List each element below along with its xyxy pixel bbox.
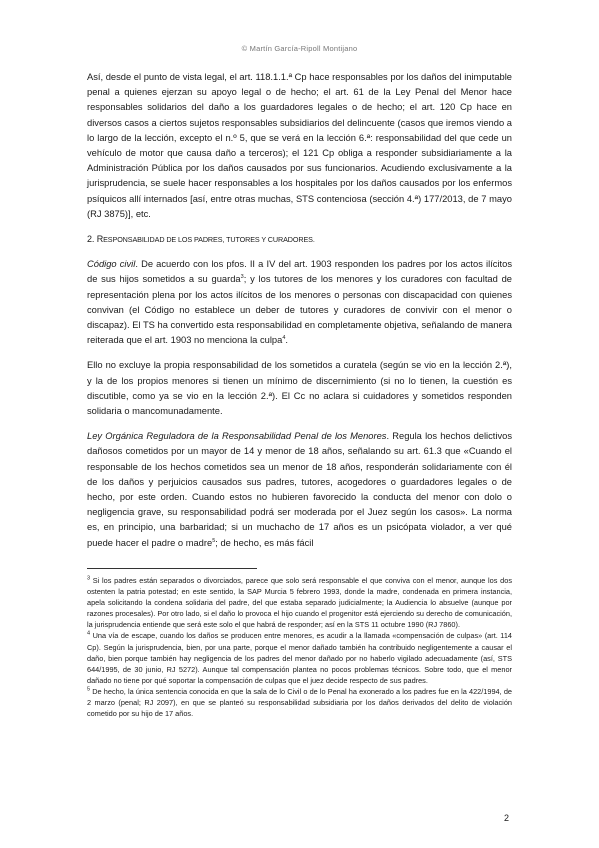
section-heading [87,232,512,247]
paragraph-2-text-c: . [285,335,288,346]
paragraph-3: Ello no excluye la propia responsabilidad de los sometidos a curatela (según se vio en la lección 2.ª), y la de los propios menores si tienen un mínimo de discernimiento (si no lo tienen, la cuestión es discutible, como ya se vio en la lección 2.ª). El Cc no aclara si cuidadores y sometidos responden solidaria o mancomunadamente. [87,360,512,417]
footnote-text: Si los padres están separados o divorciados, parece que solo será responsable el que conviva con el menor, aunque los dos ostenten la patria potestad; en este sentido, la SAP Murcia 5 febrero 1993, donde la madre, condenada en primera instancia, apela solicitando la condena solidaria del padre, del que estaba separado judicialmente; la Audiencia lo absuelve (aunque por razones procesales). Por otro lado, si el daño lo provoca el hijo cuando el progenitor está ejerciendo su derecho de comunicación, la jurisprudencia entiende que será este solo el que habrá de responder; así en la STS 11 octubre 1990 (RJ 7860). [87,576,512,630]
paragraph-2-lead: Código civil [87,259,136,270]
section-title: ESPONSABILIDAD DE LOS PADRES, TUTORES Y CURADORES. [103,235,315,245]
footnote-ref-5[interactable]: 5 [212,537,216,544]
main-text [87,70,512,561]
footnote-text: De hecho, la única sentencia conocida en que la sala de lo Civil o de lo Penal ha exonerado a los padres fue en la 422/1994, de 2 marzo (penal; RJ 2097), en que se planteó su responsabilidad subsidiaria por los daños derivados del delito de violación cometido por su hijo de 17 años. [87,686,512,719]
paragraph-4-text-a: . Regula los hechos delictivos dañosos cometidos por un mayor de 14 y menor de 18 años, señalando su art. 61.3 que «Cuando el responsable de los hechos cometidos sea un menor de 18 años, responderán solidariamente con él de los daños y perjuicios causados sus padres, tutores, acogedores o guardadores legales o de hecho, por este orden. Cuando estos no hubieren favorecido la conducta del menor con dolo o negligencia grave, su responsabilidad podrá ser moderada por el Juez según los casos». La norma es, en principio, una barbaridad; si un muchacho de 17 años es un psicópata violador, a ver qué puede hacer el padre o madre [87,431,512,548]
paragraph-1: Así, desde el punto de vista legal, el art. 118.1.1.ª Cp hace responsables por los daños del inimputable penal a quienes ejerzan su apoyo legal o de hecho; el art. 61 de la Ley Penal del Menor hace responsables solidarios del daño a los guardadores legales o de hecho; el art. 120 Cp hace en diversos casos a ciertos sujetos responsables subsidiarios del delincuente (casos que iremos viendo a lo largo de la lección, excepto el n.º 5, que se verá en la lección 6.ª: responsabilidad del que cede un vehículo de motor que causa daño a terceros); el 121 Cp obliga a responder subsidiariamente a la Administración Pública por los daños causados por sus funcionarios. Acudiendo exclusivamente a la jurisprudencia, se suele hacer responsables a los hospitales por los daños causados por los enfermos psíquicos allí internados [así, entre otras muchas, STS contenciosa (sección 4.ª) 177/2013, de 7 mayo (RJ 3875)], etc. [87,72,512,219]
footnote-ref-3[interactable]: 3 [240,274,244,281]
paragraph-2 [87,257,512,348]
footnotes [87,575,512,719]
footnote-3 [87,575,512,630]
footnote-text: Una vía de escape, cuando los daños se producen entre menores, es acudir a la llamada «compensación de culpas» (art. 114 Cp). Según la jurisprudencia, bien, por una parte, porque el menor dañado también ha contribuido negligentemente a causar el daño, bien porque también hay negligencia de los padres del menor dañado por no haberlo vigilado adecuadamente (así, STS 644/1995, de 30 junio, RJ 5272). Aunque tal compensación plantea no pocos problemas técnicos. Sobre todo, que el menor dañado no tiene por qué soportar la compensación de culpas que el juez decide respecto de sus padres. [87,631,512,685]
footnote-ref-4[interactable]: 4 [282,335,286,342]
paragraph-4-lead: Ley Orgánica Reguladora de la Responsabilidad Penal de los Menores [87,431,387,442]
section-number: 2. R [87,234,104,245]
running-header: © Martín García-Ripoll Montijano [241,44,358,53]
footnote-5 [87,686,512,719]
page-number: 2 [504,813,510,823]
footnote-number: 4 [87,631,91,638]
paragraph-4 [87,429,512,551]
paragraph-4-text-b: ; de hecho, es más fácil [215,537,314,548]
footnote-4 [87,630,512,685]
paragraph-2-text-a: . De acuerdo con los pfos. II a IV del art. 1903 responden los padres por los actos ilícitos de sus hijos sometidos a su guarda [87,259,513,285]
footnote-separator [87,568,257,569]
paragraph-2-text-b: ; y los tutores de los menores y los curadores con facultad de representación plena por los actos ilícitos de los menores o personas con discapacidad con quienes convivan (el Código no establece un deber de tutores y curadores de convivir con el menor o discapaz). El TS ha convertido esta responsabilidad en completamente objetiva, señalando de manera reiterada que el art. 1903 no menciona la culpa [87,274,512,346]
footnote-number: 3 [87,575,91,582]
footnote-number: 5 [87,686,91,693]
